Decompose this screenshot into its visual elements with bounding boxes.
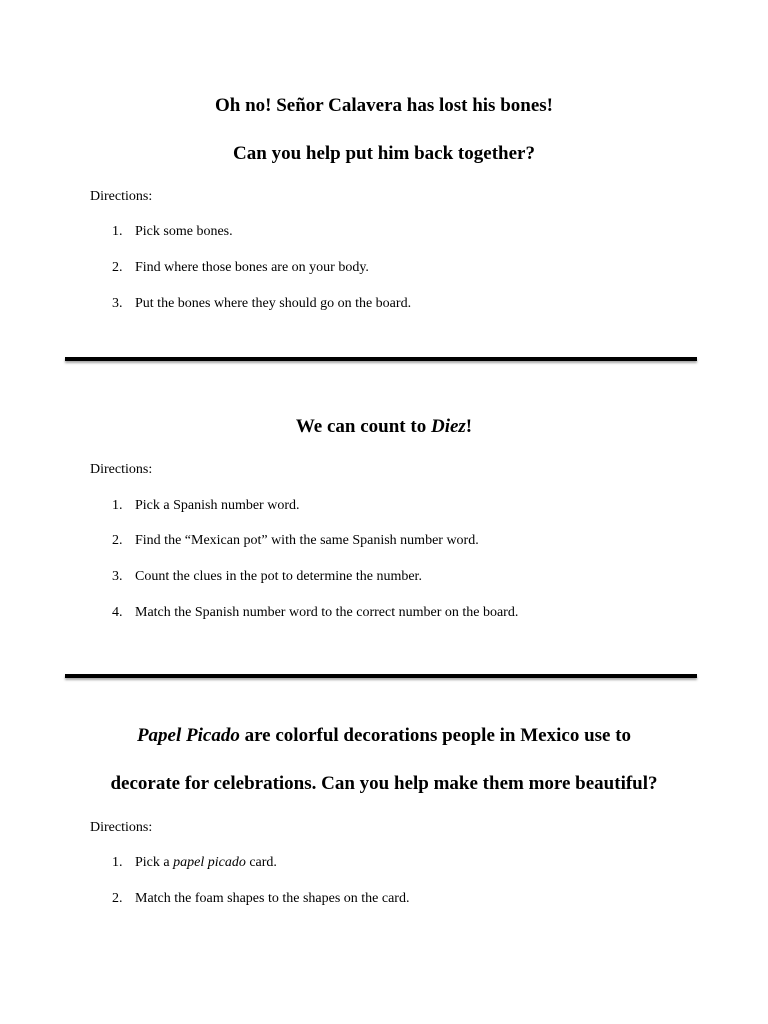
section2-title-prefix: We can count to <box>295 416 431 437</box>
step-number: 1. <box>112 224 123 239</box>
section3-title-line1 <box>0 724 768 748</box>
section2-directions-label: Directions: <box>90 462 153 477</box>
section2-title-italic: Diez <box>430 416 466 437</box>
step-number: 2. <box>112 260 123 275</box>
step-text-suffix: card. <box>245 855 277 870</box>
step-text-italic: papel picado <box>173 855 246 870</box>
section3-directions-label: Directions: <box>90 820 153 835</box>
step-number: 1. <box>112 855 123 870</box>
step-text: Match the foam shapes to the shapes on the card. <box>135 891 410 906</box>
section2-title-suffix: ! <box>465 416 473 437</box>
step-text: Match the Spanish number word to the correct number on the board. <box>135 605 519 620</box>
section3-title-line1-rest: are colorful decorations people in Mexico use to <box>239 725 632 746</box>
section1-directions-label: Directions: <box>90 189 153 204</box>
step-number: 2. <box>112 891 123 906</box>
step-text: Pick a Spanish number word. <box>135 498 300 513</box>
step-text: Find the “Mexican pot” with the same Spanish number word. <box>135 533 479 548</box>
section1-title-line1: Oh no! Señor Calavera has lost his bones! <box>214 95 553 116</box>
section3-title-italic: Papel Picado <box>136 725 240 746</box>
step-text-prefix: Pick a <box>135 855 174 870</box>
section1-title-line2: Can you help put him back together? <box>233 143 535 164</box>
step-number: 1. <box>112 498 123 513</box>
section2-title <box>0 415 768 439</box>
step-number: 3. <box>112 569 123 584</box>
step-number: 2. <box>112 533 123 548</box>
section-divider <box>65 357 697 361</box>
step-number: 3. <box>112 296 123 311</box>
step-number: 4. <box>112 605 123 620</box>
step-text: Find where those bones are on your body. <box>135 260 369 275</box>
step-text <box>135 854 277 872</box>
step-text: Put the bones where they should go on the board. <box>135 296 412 311</box>
step-text: Pick some bones. <box>135 224 233 239</box>
section-divider <box>65 674 697 678</box>
step-text: Count the clues in the pot to determine the number. <box>135 569 422 584</box>
section3-title-line2: decorate for celebrations. Can you help make them more beautiful? <box>110 773 658 794</box>
